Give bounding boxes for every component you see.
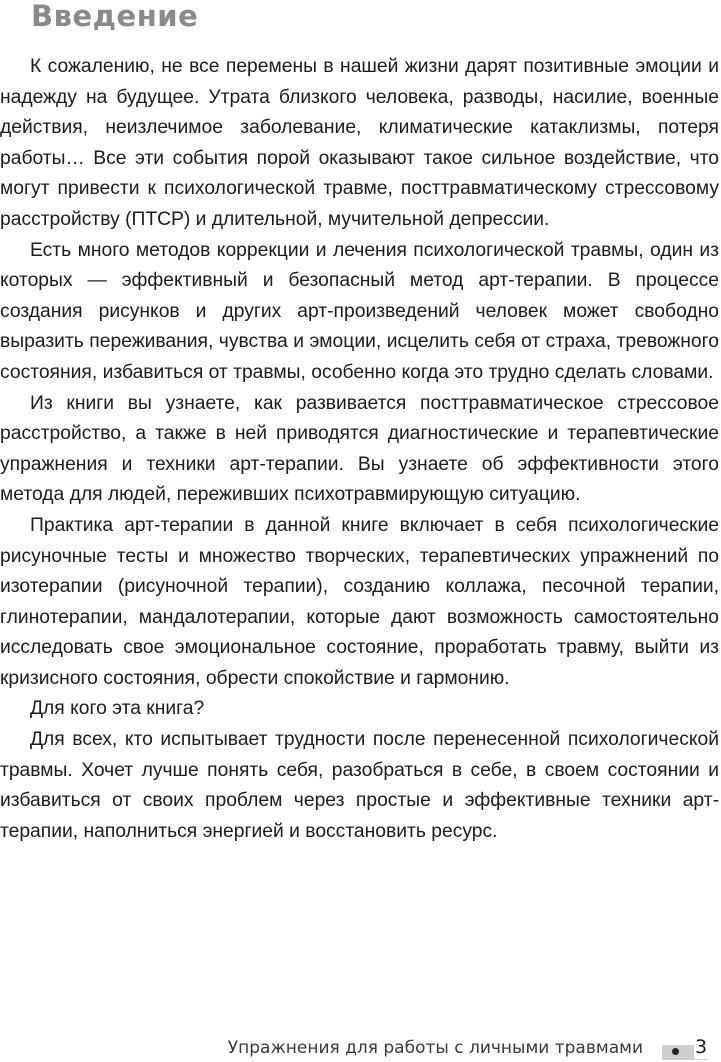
paragraph: Есть много методов коррекции и лечения психологической травмы, один из которых — эффективный и безопасный метод арт-терапии. В процессе создания рисунков и других арт-произведений человек может свободно выразить переживания, чувства и эмоции, исцелить себя от страха, тревожного состояния, избавиться от травмы, особенно когда это трудно сделать словами. xyxy=(0,239,719,383)
page-footer xyxy=(0,1036,721,1062)
paragraph: Практика арт-терапии в данной книге включает в себя психологические рисуночные тесты и множество творческих, терапевтических упражнений по изотерапии (рисуночной терапии), созданию коллажа, песочной терапии, глинотерапии, мандалотерапии, которые дают возможность самостоятельно исследовать свое эмоциональное состояние, проработать травму, выйти из кризисного состояния, обрести спокойствие и гармонию. xyxy=(0,514,719,689)
running-footer-title: Упражнения для работы с личными травмами xyxy=(227,1038,643,1058)
page-title: Введение xyxy=(31,0,199,33)
bullet-dot-icon xyxy=(672,1048,679,1055)
body-text xyxy=(0,52,719,847)
page-number: 3 xyxy=(695,1036,708,1058)
paragraph: К сожалению, не все перемены в нашей жизни дарят позитивные эмоции и надежду на будущее. Утрата близкого человека, разводы, насилие, военные действия, неизлечимое заболевание, климатические катаклизмы, потеря работы… Все эти события порой оказывают такое сильное воздействие, что могут привести к психологической травме, посттравматическому стрессовому расстройству (ПТСР) и длительной, мучительной депрессии. xyxy=(0,56,719,230)
paragraph: Из книги вы узнаете, как развивается посттравматическое стрессовое расстройство, а также в ней приводятся диагностические и терапевтические упражнения и техники арт-терапии. Вы узнаете об эффективности этого метода для людей, переживших психотравмирующую ситуацию. xyxy=(0,392,719,506)
paragraph: Для кого эта книга? xyxy=(30,698,205,720)
paragraph: Для всех, кто испытывает трудности после перенесенной психологической травмы. Хочет лучше понять себя, разобраться в себе, в своем состоянии и избавиться от своих проблем через простые и эффективные техники арт-терапии, наполниться энергией и восстановить ресурс. xyxy=(0,729,719,842)
